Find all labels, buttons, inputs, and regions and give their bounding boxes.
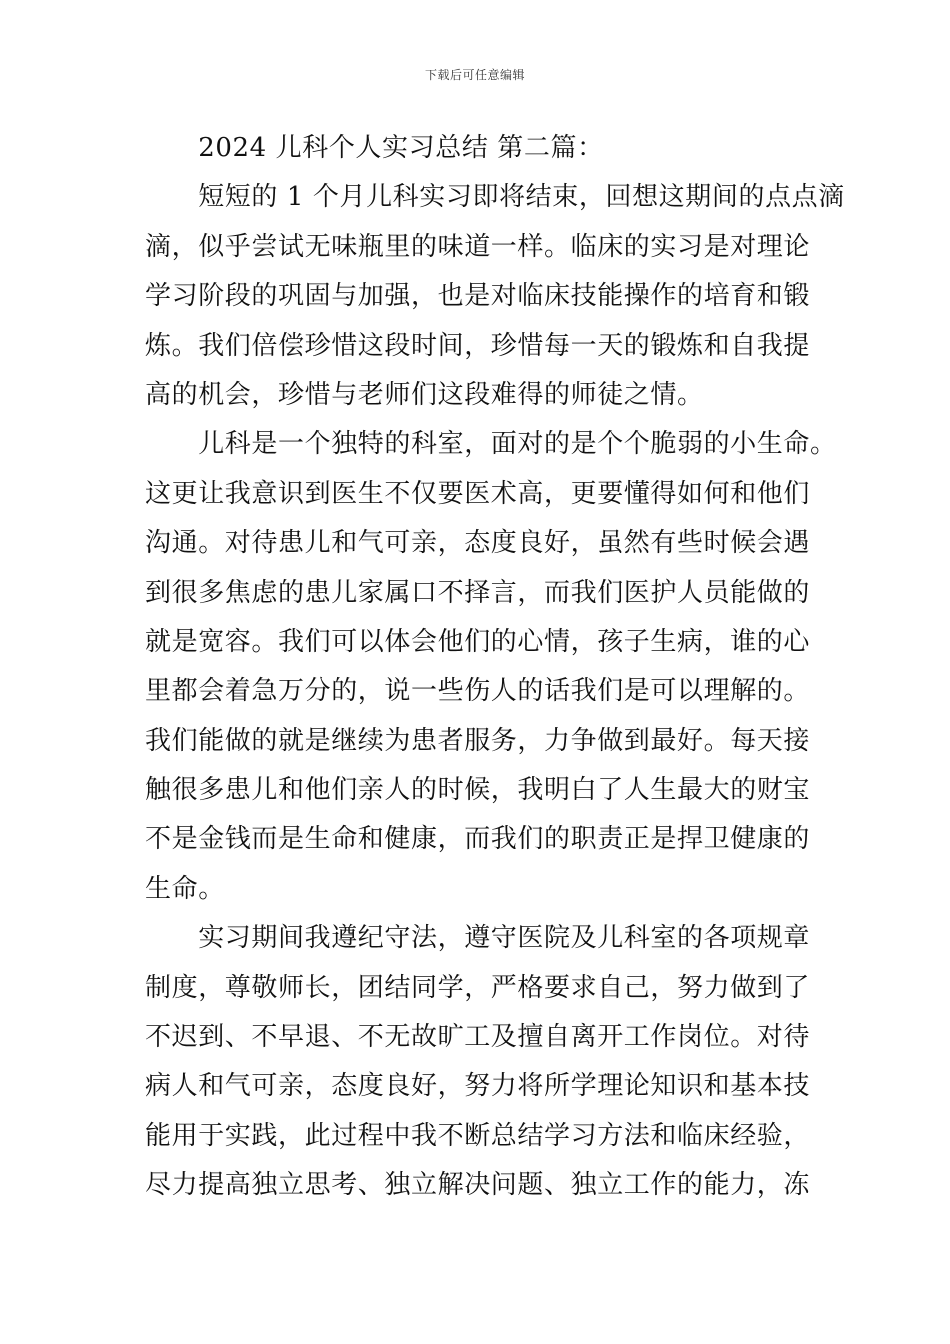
- text-line: 病人和气可亲，态度良好，努力将所学理论知识和基本技: [145, 1071, 811, 1102]
- text-line: 这更让我意识到医生不仅要医术高，更要懂得如何和他们: [145, 478, 811, 509]
- text-line: 短短的 1 个月儿科实习即将结束，回想这期间的点点滴: [145, 182, 845, 213]
- text-line: 尽力提高独立思考、独立解决问题、独立工作的能力，冻: [145, 1170, 811, 1201]
- text-line: 我们能做的就是继续为患者服务，力争做到最好。每天接: [145, 725, 811, 756]
- text-line: 实习期间我遵纪守法，遵守医院及儿科室的各项规章: [145, 923, 811, 954]
- text-line: 高的机会，珍惜与老师们这段难得的师徒之情。: [145, 379, 704, 410]
- text-line: 炼。我们倍偿珍惜这段时间，珍惜每一天的锻炼和自我提: [145, 330, 811, 361]
- header-note: 下载后可任意编辑: [424, 68, 525, 82]
- text-line: 儿科是一个独特的科室，面对的是个个脆弱的小生命。: [145, 429, 837, 460]
- text-line: 学习阶段的巩固与加强，也是对临床技能操作的培育和锻: [145, 281, 811, 312]
- text-line: 制度，尊敬师长，团结同学，严格要求自己，努力做到了: [145, 972, 811, 1003]
- text-line: 生命。: [145, 873, 225, 904]
- document-body: [145, 124, 845, 1211]
- text-line: 沟通。对待患儿和气可亲，态度良好，虽然有些时候会遇: [145, 528, 811, 559]
- text-line: 不是金钱而是生命和健康，而我们的职责正是捍卫健康的: [145, 824, 811, 855]
- text-line: 滴，似乎尝试无味瓶里的味道一样。临床的实习是对理论: [145, 231, 811, 262]
- title-line: 2024 儿科个人实习总结 第二篇：: [145, 133, 604, 163]
- text-line: 到很多焦虑的患儿家属口不择言，而我们医护人员能做的: [145, 577, 811, 608]
- text-line: 不迟到、不早退、不无故旷工及擅自离开工作岗位。对待: [145, 1022, 811, 1053]
- text-line: 里都会着急万分的，说一些伤人的话我们是可以理解的。: [145, 676, 811, 707]
- text-line: 触很多患儿和他们亲人的时候，我明白了人生最大的财宝: [145, 775, 811, 806]
- text-line: 能用于实践，此过程中我不断总结学习方法和临床经验，: [145, 1120, 811, 1151]
- text-line: 就是宽容。我们可以体会他们的心情，孩子生病，谁的心: [145, 626, 811, 657]
